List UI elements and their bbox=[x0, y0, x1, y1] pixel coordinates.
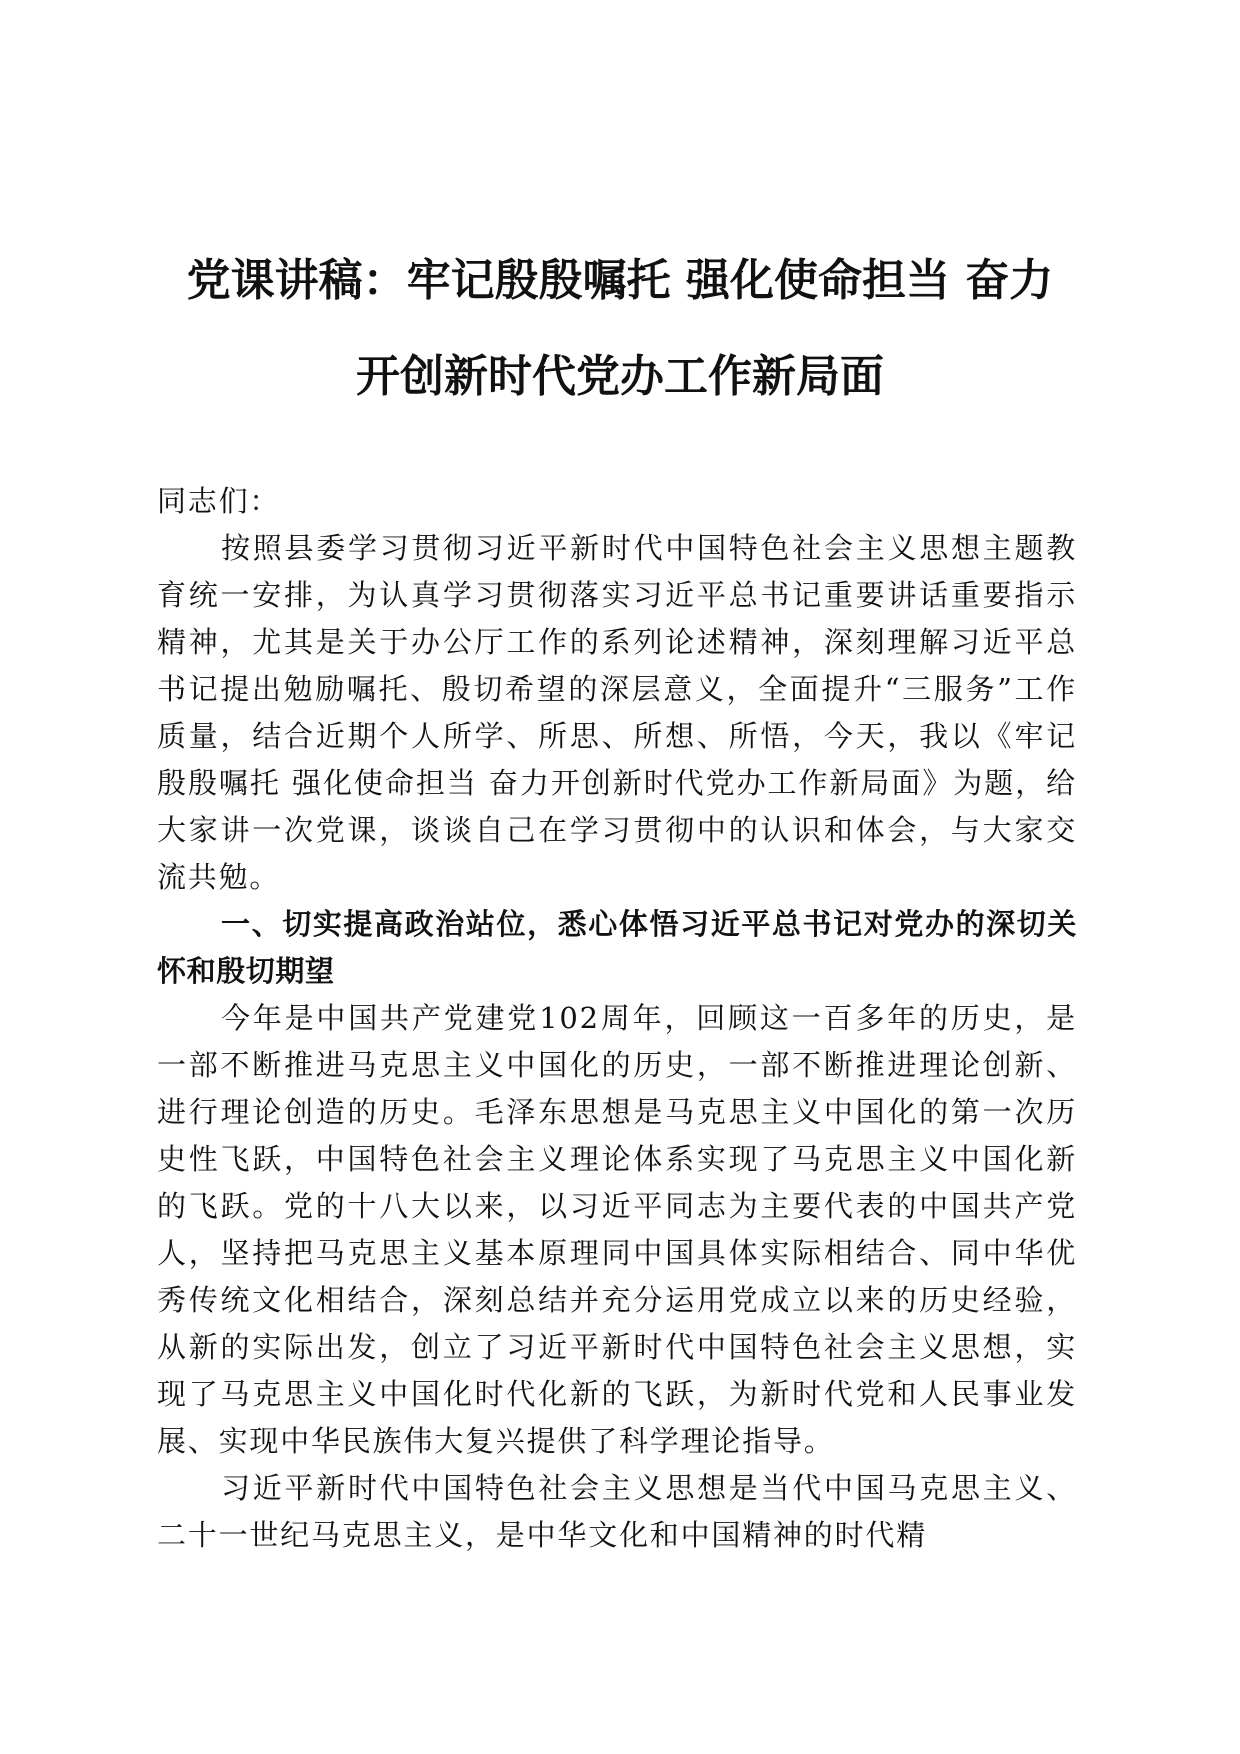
document-title-line-2: 开创新时代党办工作新局面 bbox=[356, 351, 884, 402]
document-title-line-1: 党课讲稿：牢记殷殷嘱托 强化使命担当 奋力 bbox=[186, 255, 1054, 306]
salutation: 同志们： bbox=[157, 484, 281, 518]
body-paragraph: 今年是中国共产党建党102周年，回顾这一百多年的历史，是一部不断推进马克思主义中国化的历史，一部不断推进理论创新、进行理论创造的历史。毛泽东思想是马克思主义中国化的第一次历史性飞跃，中国特色社会主义理论体系实现了马克思主义中国化新的飞跃。党的十八大以来，以习近平同志为主要代表的中国共产党人，坚持把马克思主义基本原理同中国具体实际相结合、同中华优秀传统文化相结合，深刻总结并充分运用党成立以来的历史经验，从新的实际出发，创立了习近平新时代中国特色社会主义思想，实现了马克思主义中国化时代化新的飞跃，为新时代党和人民事业发展、实现中华民族伟大复兴提供了科学理论指导。 bbox=[157, 1001, 1077, 1458]
body-paragraph: 习近平新时代中国特色社会主义思想是当代中国马克思主义、二十一世纪马克思主义，是中华文化和中国精神的时代精 bbox=[157, 1471, 1077, 1552]
section-heading-1: 一、切实提高政治站位，悉心体悟习近平总书记对党办的深切关怀和殷切期望 bbox=[157, 907, 1077, 988]
document-body bbox=[157, 478, 1077, 1559]
intro-paragraph: 按照县委学习贯彻习近平新时代中国特色社会主义思想主题教育统一安排，为认真学习贯彻落实习近平总书记重要讲话重要指示精神，尤其是关于办公厅工作的系列论述精神，深刻理解习近平总书记提出勉励嘱托、殷切希望的深层意义，全面提升“三服务”工作质量，结合近期个人所学、所思、所想、所悟，今天，我以《牢记殷殷嘱托 强化使命担当 奋力开创新时代党办工作新局面》为题，给大家讲一次党课，谈谈自己在学习贯彻中的认识和体会，与大家交流共勉。 bbox=[157, 531, 1077, 894]
